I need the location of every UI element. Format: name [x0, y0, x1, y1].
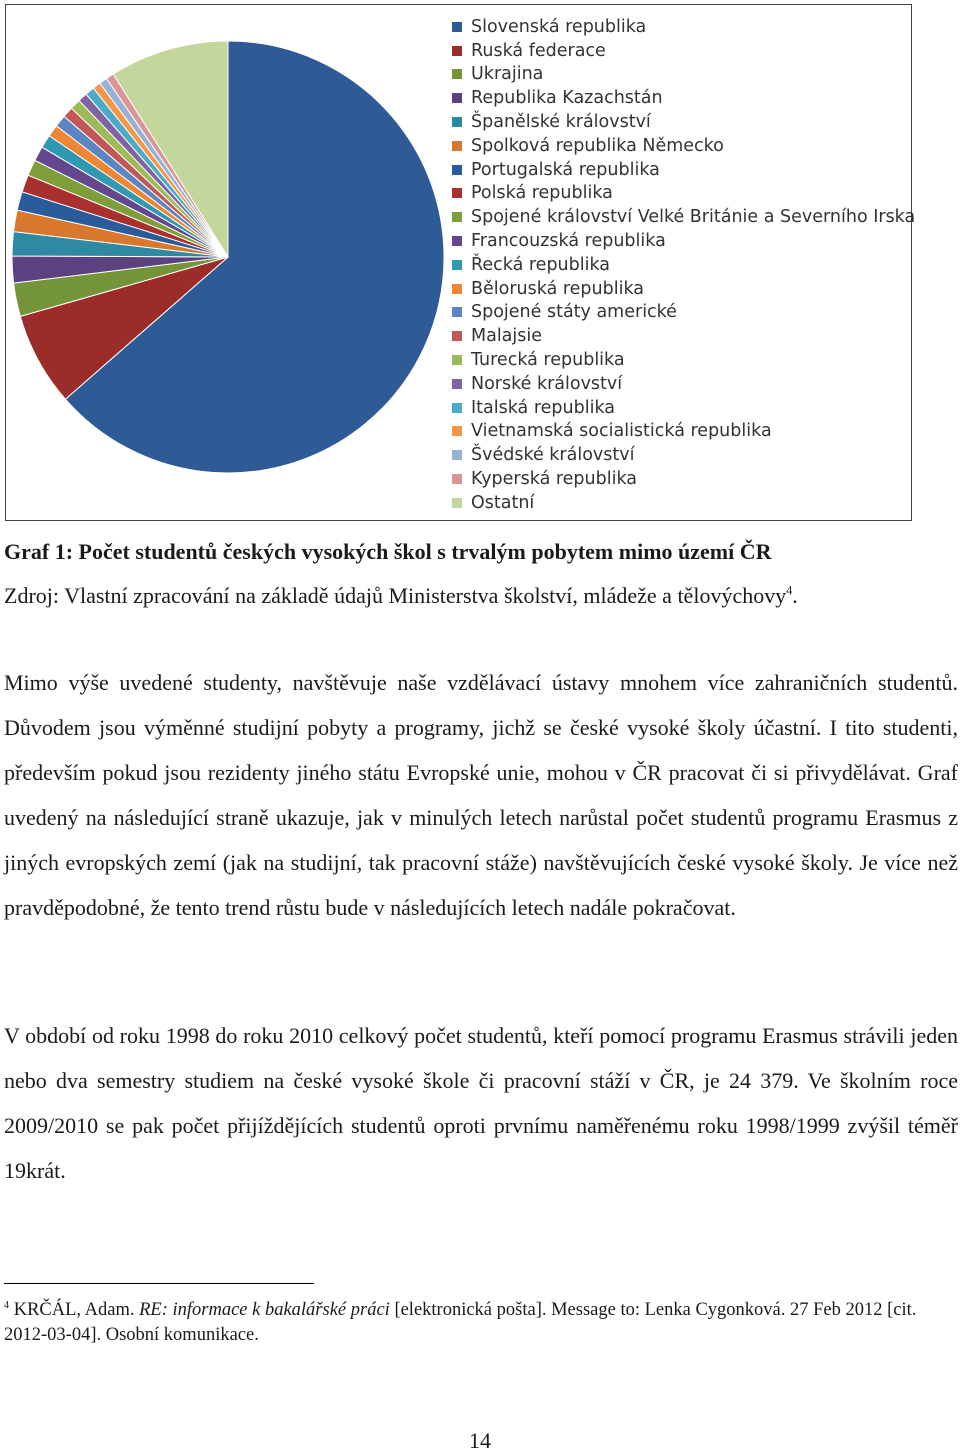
- footnote-details: [elektronická pošta]. Message to: Lenka Cygonková. 27 Feb 2012 [cit. 2012-03-04]. Osobní komunikace.: [4, 1300, 917, 1345]
- legend-label: Slovenská republika: [471, 16, 647, 37]
- legend-item: [452, 372, 912, 396]
- footnote-author: KRČÁL, Adam.: [13, 1300, 135, 1320]
- footnote-title: RE: informace k bakalářské práci: [139, 1300, 390, 1320]
- footnote-reference: 4: [786, 583, 793, 598]
- legend-swatch: [452, 22, 462, 32]
- legend-swatch: [452, 379, 462, 389]
- legend-item: [452, 420, 912, 444]
- source-end: .: [792, 583, 798, 608]
- legend-swatch: [452, 46, 462, 56]
- source-text: Zdroj: Vlastní zpracování na základě údajů Ministerstva školství, mládeže a tělovýchovy: [4, 583, 787, 608]
- legend-swatch: [452, 141, 462, 151]
- legend-label: Spojené království Velké Británie a Severního Irska: [471, 207, 916, 228]
- legend-swatch: [452, 117, 462, 127]
- legend-label: Republika Kazachstán: [471, 88, 663, 109]
- legend-label: Vietnamská socialistická republika: [471, 421, 772, 442]
- legend-item: [452, 396, 912, 420]
- legend-label: Portugalská republika: [471, 159, 660, 180]
- legend-item: [452, 253, 912, 277]
- legend-label: Kyperská republika: [471, 469, 638, 490]
- page-number: 14: [469, 1428, 491, 1453]
- legend-label: Francouzská republika: [471, 231, 666, 252]
- legend-item: [452, 443, 912, 467]
- legend-item: [452, 182, 912, 206]
- legend-item: [452, 39, 912, 63]
- legend-item: [452, 15, 912, 39]
- legend-label: Italská republika: [471, 397, 615, 418]
- legend-label: Norské království: [471, 373, 623, 394]
- legend-item: [452, 348, 912, 372]
- legend-item: [452, 158, 912, 182]
- legend-swatch: [452, 426, 462, 436]
- legend-item: [452, 110, 912, 134]
- legend-swatch: [452, 450, 462, 460]
- legend-label: Malajsie: [471, 326, 543, 347]
- legend-label: Švédské království: [471, 445, 635, 466]
- legend-item: [452, 229, 912, 253]
- legend-label: Spolková republika Německo: [471, 135, 724, 156]
- legend-label: Ukrajina: [471, 64, 544, 85]
- footnote-number: 4: [4, 1299, 10, 1311]
- legend-swatch: [452, 331, 462, 341]
- legend-swatch: [452, 284, 462, 294]
- legend-item: [452, 63, 912, 87]
- legend-label: Ostatní: [471, 492, 535, 513]
- legend-swatch: [452, 69, 462, 79]
- legend-item: [452, 467, 912, 491]
- legend-swatch: [452, 355, 462, 365]
- legend-swatch: [452, 260, 462, 270]
- legend-label: Španělské království: [471, 112, 651, 133]
- legend-swatch: [452, 165, 462, 175]
- legend-label: Řecká republika: [471, 254, 611, 275]
- footnote-divider: [4, 1283, 314, 1284]
- legend-label: Polská republika: [471, 183, 613, 204]
- legend-swatch: [452, 474, 462, 484]
- footnote: [4, 1298, 958, 1348]
- legend-item: [452, 324, 912, 348]
- body-paragraph-2: V období od roku 1998 do roku 2010 celkový počet studentů, kteří pomocí programu Erasmus strávili jeden nebo dva semestry studiem na české vysoké škole či pracovní stáží v ČR, je 24 379. Ve školním roce 2009/2010 se pak počet přijíždějících studentů oproti prvnímu naměřenému roku 1998/1999 zvýšil téměř 19krát.: [4, 1023, 958, 1183]
- legend-item: [452, 277, 912, 301]
- legend-label: Ruská federace: [471, 40, 606, 61]
- legend-item: [452, 86, 912, 110]
- legend-label: Turecká republika: [471, 350, 625, 371]
- legend-item: [452, 205, 916, 229]
- pie-chart-frame: [5, 4, 916, 521]
- legend-swatch: [452, 188, 462, 198]
- figure-caption: Graf 1: Počet studentů českých vysokých škol s trvalým pobytem mimo území ČR: [4, 539, 772, 564]
- body-paragraph-1: Mimo výše uvedené studenty, navštěvuje naše vzdělávací ústavy mnohem více zahraničních studentů. Důvodem jsou výměnné studijní pobyty a programy, jichž se české vysoké školy účastní. I tito studenti, především pokud jsou rezidenty jiného státu Evropské unie, mohou v ČR pracovat či si přivydělávat. Graf uvedený na následující straně ukazuje, jak v minulých letech narůstal počet studentů programu Erasmus z jiných evropských zemí (jak na studijní, tak pracovní stáže) navštěvujících české vysoké školy. Je více než pravděpodobné, že tento trend růstu bude v následujících letech nadále pokračovat.: [4, 670, 958, 920]
- legend-swatch: [452, 307, 462, 317]
- legend-item: [452, 134, 912, 158]
- legend-item: [452, 301, 912, 325]
- legend-item: [452, 491, 912, 515]
- legend-swatch: [452, 212, 462, 222]
- legend-swatch: [452, 403, 462, 413]
- figure-source: [4, 583, 798, 609]
- legend-swatch: [452, 236, 462, 246]
- chart-legend: [452, 15, 916, 515]
- legend-label: Běloruská republika: [471, 278, 645, 299]
- legend-swatch: [452, 498, 462, 508]
- pie-chart: [6, 5, 446, 520]
- legend-swatch: [452, 93, 462, 103]
- legend-label: Spojené státy americké: [471, 302, 677, 323]
